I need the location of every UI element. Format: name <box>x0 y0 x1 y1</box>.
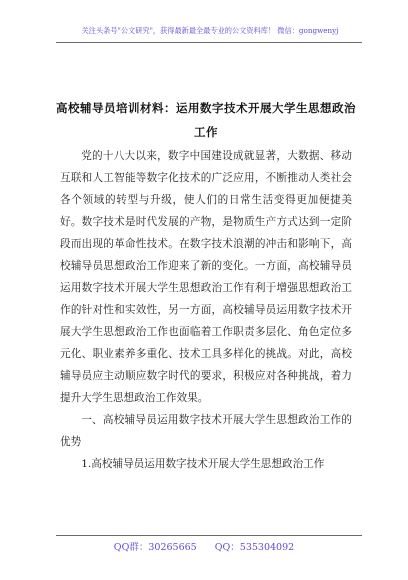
document-body <box>60 145 352 475</box>
footer-divider <box>56 535 362 536</box>
document-title-line1: 高校辅导员培训材料：运用数字技术开展大学生思想政治 <box>56 101 356 115</box>
body-paragraph: 党的十八大以来，数字中国建设成就显著，大数据、移动互联和人工智能等数字化技术的广泛应用，不断推动人类社会各个领域的转型与升级，使人们的日常生活变得更加便捷美好。数字技术是时代发展的产物，是物质生产方式达到一定阶段而出现的革命性技术。在数字技术浪潮的冲击和影响下，高校辅导员思想政治工作迎来了新的变化。一方面，高校辅导员运用数字技术开展大学生思想政治工作有利于增强思想政治工作的针对性和实效性，另一方面，高校辅导员运用数字技术开展大学生思想政治工作也面临着工作职责多层化、角色定位多元化、职业素养多重化、技术工具多样化的挑战。对此，高校辅导员应主动顺应数字时代的要求，积极应对各种挑战，着力提升大学生思想政治工作效果。 <box>60 150 352 404</box>
header-divider <box>56 42 362 43</box>
document-title-line2: 工作 <box>194 125 218 139</box>
page-header-promo: 关注头条号"公文研究"，获得最新最全最专业的公文资料库！ 微信：gongwenyj <box>81 26 339 35</box>
section-heading: 一、高校辅导员运用数字技术开展大学生思想政治工作的优势 <box>60 414 352 448</box>
footer-qq-group: QQ群：30265665 <box>113 542 197 553</box>
subsection-heading: 1.高校辅导员运用数字技术开展大学生思想政治工作 <box>81 458 325 470</box>
page-footer-contact <box>0 539 408 553</box>
footer-qq-number: QQ：535304092 <box>214 542 295 553</box>
